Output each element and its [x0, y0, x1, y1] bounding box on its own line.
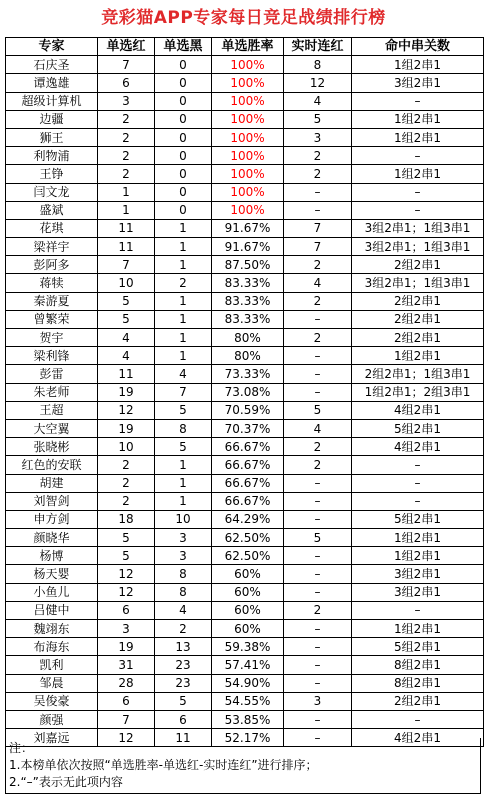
cell-single-black: 0: [155, 201, 212, 219]
cell-parlay-hits: 4组2串1: [352, 401, 484, 419]
table-row: [6, 419, 484, 437]
cell-expert: 曾繁荣: [6, 310, 98, 328]
cell-expert: 张晓彬: [6, 438, 98, 456]
cell-win-rate: 70.59%: [212, 401, 284, 419]
notes-heading: 注：: [9, 741, 34, 755]
cell-win-rate: 66.67%: [212, 456, 284, 474]
cell-streak: –: [284, 474, 352, 492]
cell-single-red: 7: [98, 256, 155, 274]
cell-single-black: 1: [155, 256, 212, 274]
table-row: [6, 165, 484, 183]
cell-single-black: 2: [155, 274, 212, 292]
cell-single-red: 1: [98, 201, 155, 219]
cell-parlay-hits: 2组2串1；1组3串1: [352, 365, 484, 383]
cell-streak: –: [284, 201, 352, 219]
cell-streak: 3: [284, 128, 352, 146]
cell-expert: 小鱼儿: [6, 583, 98, 601]
cell-single-black: 10: [155, 510, 212, 528]
table-body: [6, 56, 484, 747]
cell-expert: 利物浦: [6, 147, 98, 165]
cell-single-black: 1: [155, 474, 212, 492]
cell-expert: 刘智剑: [6, 492, 98, 510]
cell-streak: –: [284, 510, 352, 528]
cell-single-black: 1: [155, 310, 212, 328]
cell-single-red: 12: [98, 401, 155, 419]
cell-streak: –: [284, 383, 352, 401]
cell-parlay-hits: 1组2串1: [352, 165, 484, 183]
notes-line-1: 1.本榜单依次按照“单选胜率-单选红-实时连红”进行排序；: [9, 758, 318, 772]
ranking-table: [5, 37, 484, 747]
cell-win-rate: 83.33%: [212, 292, 284, 310]
table-row: [6, 692, 484, 710]
cell-single-black: 7: [155, 383, 212, 401]
cell-parlay-hits: 1组2串1: [352, 110, 484, 128]
cell-single-black: 0: [155, 165, 212, 183]
cell-single-black: 3: [155, 547, 212, 565]
cell-single-black: 8: [155, 565, 212, 583]
cell-streak: 3: [284, 692, 352, 710]
cell-parlay-hits: 3组2串1；1组3串1: [352, 274, 484, 292]
cell-single-red: 11: [98, 219, 155, 237]
table-row: [6, 383, 484, 401]
cell-parlay-hits: 1组2串1: [352, 547, 484, 565]
cell-single-black: 8: [155, 419, 212, 437]
cell-parlay-hits: 3组2串1；1组3串1: [352, 238, 484, 256]
cell-win-rate: 60%: [212, 565, 284, 583]
cell-parlay-hits: –: [352, 456, 484, 474]
table-row: [6, 565, 484, 583]
cell-single-red: 11: [98, 365, 155, 383]
cell-win-rate: 100%: [212, 56, 284, 74]
cell-parlay-hits: –: [352, 183, 484, 201]
notes-box: [5, 738, 481, 794]
cell-single-red: 18: [98, 510, 155, 528]
cell-streak: –: [284, 565, 352, 583]
table-row: [6, 128, 484, 146]
table-row: [6, 56, 484, 74]
cell-parlay-hits: 4组2串1: [352, 729, 484, 747]
cell-expert: 吴俊豪: [6, 692, 98, 710]
cell-parlay-hits: –: [352, 492, 484, 510]
table-row: [6, 92, 484, 110]
cell-streak: –: [284, 547, 352, 565]
cell-single-black: 1: [155, 238, 212, 256]
cell-win-rate: 73.08%: [212, 383, 284, 401]
cell-single-black: 1: [155, 492, 212, 510]
cell-expert: 大空翼: [6, 419, 98, 437]
cell-single-red: 2: [98, 492, 155, 510]
cell-streak: 7: [284, 219, 352, 237]
cell-win-rate: 80%: [212, 329, 284, 347]
table-row: [6, 219, 484, 237]
cell-single-red: 5: [98, 292, 155, 310]
cell-parlay-hits: 2组2串1: [352, 329, 484, 347]
header-win-rate: 单选胜率: [212, 38, 284, 56]
cell-single-black: 1: [155, 219, 212, 237]
cell-win-rate: 100%: [212, 183, 284, 201]
cell-single-red: 6: [98, 601, 155, 619]
cell-single-red: 2: [98, 147, 155, 165]
cell-single-red: 4: [98, 329, 155, 347]
cell-single-red: 5: [98, 529, 155, 547]
table-row: [6, 110, 484, 128]
cell-single-red: 6: [98, 692, 155, 710]
cell-win-rate: 59.38%: [212, 638, 284, 656]
cell-single-red: 3: [98, 620, 155, 638]
cell-expert: 超级计算机: [6, 92, 98, 110]
table-row: [6, 401, 484, 419]
cell-streak: 5: [284, 110, 352, 128]
cell-single-black: 3: [155, 529, 212, 547]
cell-expert: 凯利: [6, 656, 98, 674]
cell-expert: 王铮: [6, 165, 98, 183]
cell-expert: 刘嘉远: [6, 729, 98, 747]
cell-parlay-hits: 1组2串1: [352, 620, 484, 638]
cell-expert: 红色的安联: [6, 456, 98, 474]
cell-streak: 2: [284, 329, 352, 347]
cell-streak: –: [284, 674, 352, 692]
cell-single-black: 5: [155, 438, 212, 456]
header-parlay-hits: 命中串关数: [352, 38, 484, 56]
cell-streak: –: [284, 729, 352, 747]
table-row: [6, 256, 484, 274]
cell-single-black: 23: [155, 674, 212, 692]
cell-expert: 花琪: [6, 219, 98, 237]
cell-streak: –: [284, 183, 352, 201]
cell-parlay-hits: –: [352, 710, 484, 728]
table-row: [6, 583, 484, 601]
cell-parlay-hits: 5组2串1: [352, 510, 484, 528]
cell-expert: 邹晨: [6, 674, 98, 692]
cell-single-black: 0: [155, 110, 212, 128]
cell-single-black: 6: [155, 710, 212, 728]
cell-single-black: 8: [155, 583, 212, 601]
cell-single-red: 19: [98, 638, 155, 656]
cell-parlay-hits: 1组2串1: [352, 128, 484, 146]
cell-streak: 2: [284, 438, 352, 456]
cell-parlay-hits: 1组2串1: [352, 56, 484, 74]
cell-parlay-hits: 1组2串1: [352, 347, 484, 365]
cell-streak: –: [284, 620, 352, 638]
cell-win-rate: 83.33%: [212, 310, 284, 328]
cell-win-rate: 83.33%: [212, 274, 284, 292]
cell-streak: 7: [284, 238, 352, 256]
cell-win-rate: 57.41%: [212, 656, 284, 674]
cell-win-rate: 73.33%: [212, 365, 284, 383]
cell-streak: –: [284, 365, 352, 383]
cell-single-black: 4: [155, 601, 212, 619]
cell-parlay-hits: 5组2串1: [352, 419, 484, 437]
cell-parlay-hits: 1组2串1: [352, 529, 484, 547]
cell-expert: 胡建: [6, 474, 98, 492]
cell-single-red: 10: [98, 274, 155, 292]
cell-single-black: 4: [155, 365, 212, 383]
cell-single-black: 0: [155, 183, 212, 201]
header-single-red: 单选红: [98, 38, 155, 56]
table-row: [6, 492, 484, 510]
cell-streak: 8: [284, 56, 352, 74]
cell-win-rate: 66.67%: [212, 474, 284, 492]
cell-parlay-hits: 8组2串1: [352, 656, 484, 674]
cell-expert: 杨博: [6, 547, 98, 565]
table-row: [6, 601, 484, 619]
cell-streak: –: [284, 310, 352, 328]
cell-single-red: 19: [98, 419, 155, 437]
table-row: [6, 329, 484, 347]
header-expert: 专家: [6, 38, 98, 56]
cell-parlay-hits: –: [352, 147, 484, 165]
cell-expert: 杨天婴: [6, 565, 98, 583]
cell-single-red: 2: [98, 165, 155, 183]
cell-win-rate: 60%: [212, 620, 284, 638]
cell-single-red: 2: [98, 456, 155, 474]
cell-expert: 梁利锋: [6, 347, 98, 365]
table-row: [6, 456, 484, 474]
cell-single-black: 0: [155, 92, 212, 110]
cell-win-rate: 100%: [212, 201, 284, 219]
cell-streak: –: [284, 347, 352, 365]
cell-expert: 谭逸雄: [6, 74, 98, 92]
cell-single-red: 6: [98, 74, 155, 92]
cell-single-black: 1: [155, 292, 212, 310]
cell-win-rate: 60%: [212, 601, 284, 619]
header-streak: 实时连红: [284, 38, 352, 56]
cell-single-red: 10: [98, 438, 155, 456]
cell-expert: 秦游夏: [6, 292, 98, 310]
table-row: [6, 710, 484, 728]
cell-streak: 2: [284, 292, 352, 310]
table-row: [6, 347, 484, 365]
cell-win-rate: 64.29%: [212, 510, 284, 528]
cell-single-red: 2: [98, 128, 155, 146]
table-header-row: [6, 38, 484, 56]
cell-expert: 吕健中: [6, 601, 98, 619]
cell-win-rate: 87.50%: [212, 256, 284, 274]
cell-single-black: 1: [155, 456, 212, 474]
cell-parlay-hits: 2组2串1: [352, 256, 484, 274]
cell-streak: 5: [284, 401, 352, 419]
cell-win-rate: 53.85%: [212, 710, 284, 728]
cell-win-rate: 100%: [212, 147, 284, 165]
table-row: [6, 274, 484, 292]
table-row: [6, 529, 484, 547]
table-row: [6, 292, 484, 310]
cell-expert: 梁祥宇: [6, 238, 98, 256]
cell-single-red: 3: [98, 92, 155, 110]
table-row: [6, 438, 484, 456]
cell-parlay-hits: 3组2串1；1组3串1: [352, 219, 484, 237]
cell-single-red: 4: [98, 347, 155, 365]
cell-single-red: 12: [98, 729, 155, 747]
cell-parlay-hits: 4组2串1: [352, 438, 484, 456]
table-row: [6, 638, 484, 656]
cell-parlay-hits: 2组2串1: [352, 692, 484, 710]
table-row: [6, 310, 484, 328]
cell-expert: 布海东: [6, 638, 98, 656]
table-row: [6, 201, 484, 219]
cell-expert: 彭阿多: [6, 256, 98, 274]
table-row: [6, 238, 484, 256]
cell-streak: 2: [284, 165, 352, 183]
cell-expert: 狮王: [6, 128, 98, 146]
cell-win-rate: 100%: [212, 128, 284, 146]
cell-streak: 2: [284, 601, 352, 619]
cell-parlay-hits: –: [352, 201, 484, 219]
cell-win-rate: 62.50%: [212, 529, 284, 547]
cell-single-red: 12: [98, 565, 155, 583]
cell-win-rate: 91.67%: [212, 238, 284, 256]
table-row: [6, 74, 484, 92]
cell-win-rate: 62.50%: [212, 547, 284, 565]
cell-expert: 朱老师: [6, 383, 98, 401]
cell-win-rate: 54.90%: [212, 674, 284, 692]
cell-expert: 贺宇: [6, 329, 98, 347]
cell-single-red: 11: [98, 238, 155, 256]
page-title: 竞彩猫APP专家每日竞足战绩排行榜: [101, 8, 386, 28]
cell-parlay-hits: 3组2串1: [352, 74, 484, 92]
cell-streak: 12: [284, 74, 352, 92]
table-row: [6, 474, 484, 492]
cell-win-rate: 80%: [212, 347, 284, 365]
cell-single-black: 5: [155, 401, 212, 419]
cell-streak: 2: [284, 456, 352, 474]
cell-expert: 申方剑: [6, 510, 98, 528]
table-row: [6, 674, 484, 692]
table-row: [6, 183, 484, 201]
cell-single-black: 23: [155, 656, 212, 674]
cell-single-red: 31: [98, 656, 155, 674]
table-row: [6, 147, 484, 165]
cell-streak: 2: [284, 147, 352, 165]
table-row: [6, 620, 484, 638]
cell-streak: 4: [284, 274, 352, 292]
cell-win-rate: 70.37%: [212, 419, 284, 437]
cell-parlay-hits: 2组2串1: [352, 292, 484, 310]
cell-expert: 石庆圣: [6, 56, 98, 74]
cell-win-rate: 66.67%: [212, 438, 284, 456]
cell-single-black: 11: [155, 729, 212, 747]
cell-single-black: 2: [155, 620, 212, 638]
cell-win-rate: 66.67%: [212, 492, 284, 510]
cell-win-rate: 100%: [212, 110, 284, 128]
cell-single-red: 7: [98, 56, 155, 74]
cell-win-rate: 100%: [212, 74, 284, 92]
cell-win-rate: 91.67%: [212, 219, 284, 237]
cell-parlay-hits: –: [352, 474, 484, 492]
cell-single-red: 5: [98, 310, 155, 328]
cell-streak: –: [284, 583, 352, 601]
cell-parlay-hits: 1组2串1；2组3串1: [352, 383, 484, 401]
header-single-black: 单选黑: [155, 38, 212, 56]
cell-single-red: 5: [98, 547, 155, 565]
table-row: [6, 547, 484, 565]
cell-parlay-hits: –: [352, 92, 484, 110]
cell-single-red: 12: [98, 583, 155, 601]
table-row: [6, 365, 484, 383]
cell-streak: 4: [284, 92, 352, 110]
cell-single-black: 5: [155, 692, 212, 710]
cell-expert: 颜晓华: [6, 529, 98, 547]
cell-parlay-hits: 3组2串1: [352, 583, 484, 601]
cell-parlay-hits: 8组2串1: [352, 674, 484, 692]
cell-single-red: 7: [98, 710, 155, 728]
cell-single-red: 19: [98, 383, 155, 401]
cell-expert: 盛斌: [6, 201, 98, 219]
cell-streak: –: [284, 638, 352, 656]
cell-streak: –: [284, 656, 352, 674]
cell-single-black: 1: [155, 329, 212, 347]
cell-streak: 5: [284, 529, 352, 547]
cell-win-rate: 100%: [212, 92, 284, 110]
cell-single-red: 2: [98, 474, 155, 492]
cell-expert: 边疆: [6, 110, 98, 128]
cell-single-red: 1: [98, 183, 155, 201]
cell-expert: 蒋犊: [6, 274, 98, 292]
cell-streak: –: [284, 710, 352, 728]
cell-streak: 2: [284, 256, 352, 274]
cell-parlay-hits: 5组2串1: [352, 638, 484, 656]
cell-single-red: 2: [98, 110, 155, 128]
cell-single-black: 0: [155, 147, 212, 165]
cell-parlay-hits: –: [352, 601, 484, 619]
notes-line-2: 2.“–”表示无此项内容: [9, 775, 123, 789]
cell-win-rate: 60%: [212, 583, 284, 601]
cell-expert: 闫文龙: [6, 183, 98, 201]
cell-single-black: 0: [155, 74, 212, 92]
cell-single-red: 28: [98, 674, 155, 692]
table-row: [6, 510, 484, 528]
cell-win-rate: 54.55%: [212, 692, 284, 710]
cell-win-rate: 100%: [212, 165, 284, 183]
cell-expert: 彭雷: [6, 365, 98, 383]
cell-expert: 王超: [6, 401, 98, 419]
cell-win-rate: 52.17%: [212, 729, 284, 747]
cell-single-black: 13: [155, 638, 212, 656]
cell-expert: 魏翊东: [6, 620, 98, 638]
cell-expert: 颜强: [6, 710, 98, 728]
cell-parlay-hits: 2组2串1: [352, 310, 484, 328]
cell-single-black: 0: [155, 56, 212, 74]
cell-single-black: 1: [155, 347, 212, 365]
table-row: [6, 656, 484, 674]
cell-streak: 4: [284, 419, 352, 437]
cell-parlay-hits: 3组2串1: [352, 565, 484, 583]
cell-streak: –: [284, 492, 352, 510]
cell-single-black: 0: [155, 128, 212, 146]
